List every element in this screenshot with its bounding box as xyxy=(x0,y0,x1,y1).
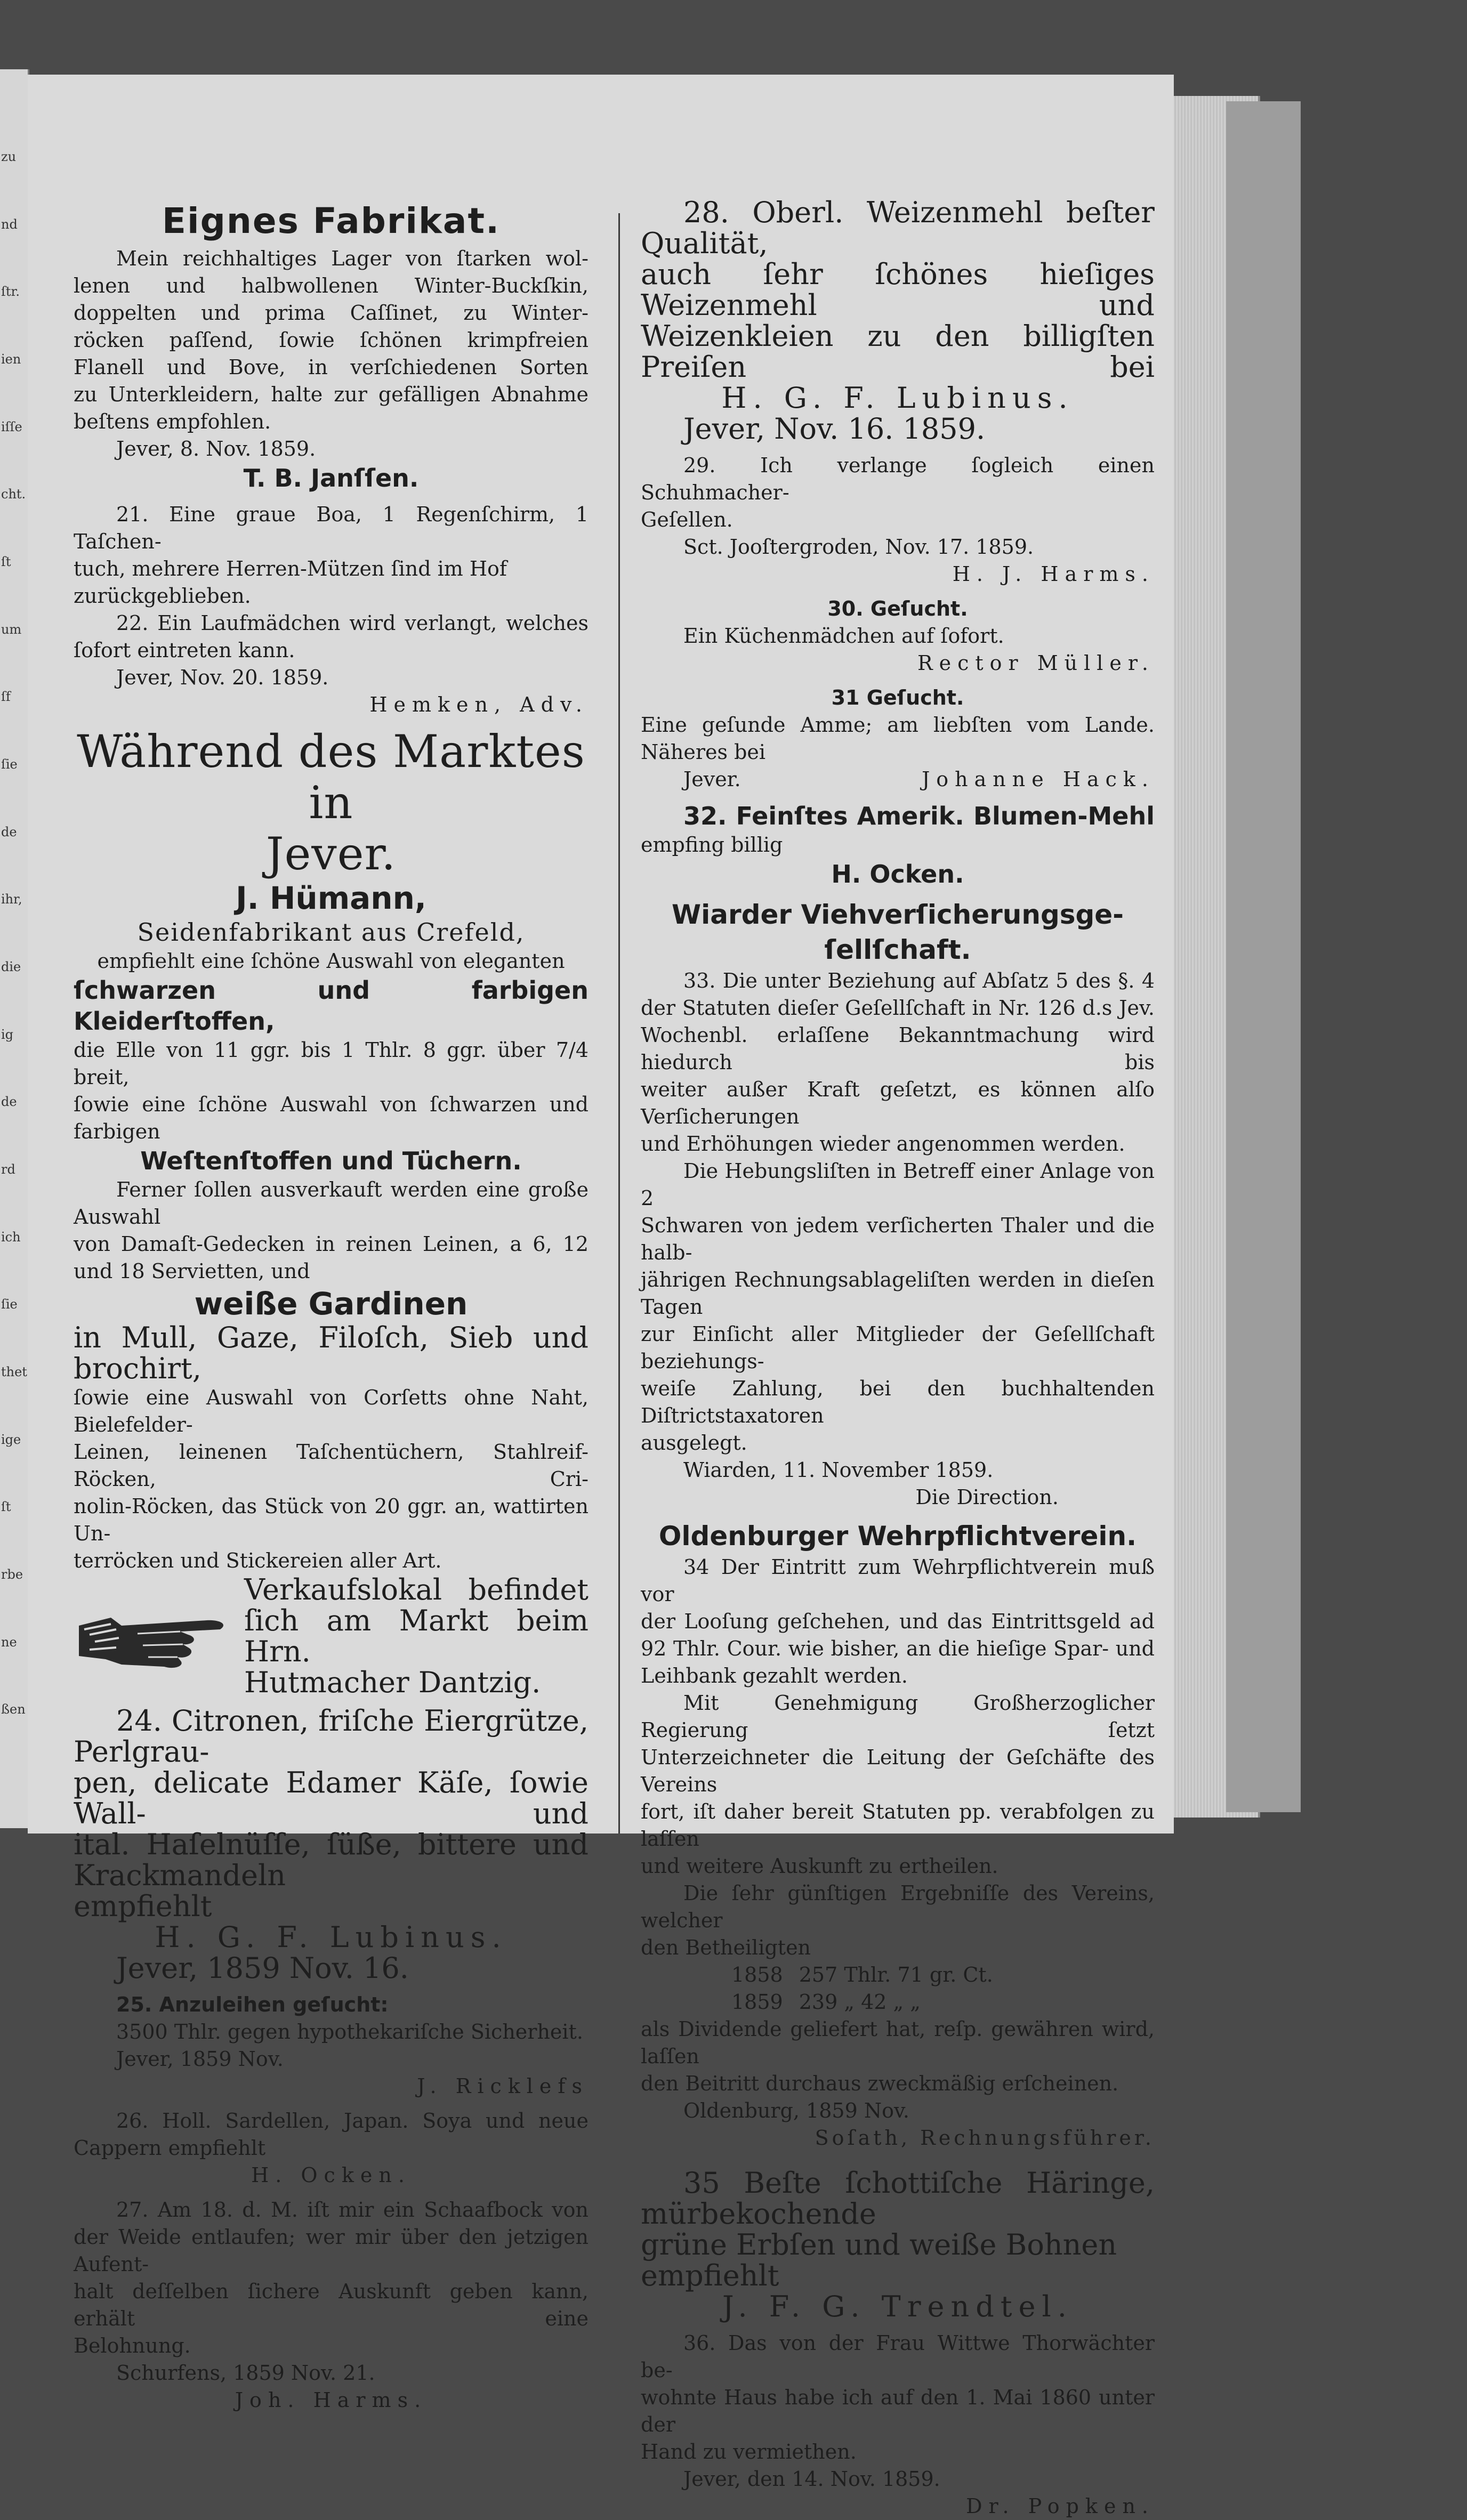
strip-fragment: ſie xyxy=(1,757,18,772)
text-line: 33. Die unter Beziehung auf Abſatz 5 des §. 4 xyxy=(683,969,1155,992)
ad-signature: H. Ocken. xyxy=(251,2163,411,2187)
text-line: terröcken und Stickereien aller Art. xyxy=(74,1549,442,1572)
ad-date: Jever, Nov. 16. 1859. xyxy=(683,412,986,446)
text-line: Die Hebungsliſten in Betreff einer Anlage von 2 xyxy=(641,1159,1155,1210)
ad-signature: H. J. Harms. xyxy=(952,562,1155,586)
table-row xyxy=(731,1989,1009,2016)
text-line: Wochenbl. erlaſſene Bekanntmachung wird hiedurch bis xyxy=(641,1023,1155,1074)
ad-signature: Die Direction. xyxy=(915,1485,1059,1509)
text-line: Verkaufslokal befindet xyxy=(244,1573,589,1606)
text-line: den Betheiligten xyxy=(641,1936,811,1959)
ad-signature: Dr. Popken. xyxy=(966,2494,1155,2518)
text-line: ſchwarzen und farbigen Kleiderſtoffen, xyxy=(74,976,589,1036)
strip-fragment: ßen xyxy=(1,1702,26,1717)
text-line: pen, delicate Edamer Käſe, ſowie Wall- und xyxy=(74,1766,589,1830)
ad-36 xyxy=(641,2330,1155,2520)
ad-title: Wiarder Viehverſicherungsge- xyxy=(672,899,1124,930)
strip-fragment: die xyxy=(1,959,21,974)
table-cell: 1859 xyxy=(731,1990,783,2014)
text-line: Geſellen. xyxy=(641,508,733,531)
firm-name: J. Hümann, xyxy=(236,880,426,916)
text-line: von Damaſt-Gedecken in reinen Leinen, a 6, 12 xyxy=(74,1232,589,1256)
text-line: und 18 Servietten, und xyxy=(74,1259,310,1283)
ad-signature: T. B. Janſſen. xyxy=(243,464,419,492)
ad-place: Jever. xyxy=(683,768,741,791)
pointing-hand-icon xyxy=(74,1596,244,1676)
text-line: Weizenkleien zu den billigſten Preiſen bei xyxy=(641,319,1155,384)
text-line: zu Unterkleidern, halte zur gefälligen Abnahme xyxy=(74,383,589,406)
ad-signature: Joh. Harms. xyxy=(235,2388,428,2412)
ad-signature: H. G. F. Lubinus. xyxy=(721,381,1074,415)
ad-title: Eignes Fabrikat. xyxy=(162,200,501,241)
ad-date: Jever, 1859 Nov. xyxy=(116,2047,284,2071)
text-line: weiße Gardinen xyxy=(194,1286,468,1322)
text-line: der Statuten dieſer Geſellſchaft in Nr. 126 d.s Jev. xyxy=(641,996,1155,1020)
text-line: der Weide entlaufen; wer mir über den jetzigen Aufent- xyxy=(74,2225,589,2276)
ad-heading: 25. Anzuleihen geſucht: xyxy=(116,1993,389,2016)
text-line: Leinen, leinenen Taſchentüchern, Stahlreif-Röcken, Cri- xyxy=(74,1440,589,1491)
newspaper-page xyxy=(28,75,1174,2518)
text-line: ſich am Markt beim Hrn. xyxy=(244,1604,589,1668)
ad-signature: H. Ocken. xyxy=(831,860,964,889)
ad-29 xyxy=(641,452,1155,588)
ad-heading: 30. Geſucht. xyxy=(827,597,968,620)
ad-date: Jever, Nov. 20. 1859. xyxy=(116,666,329,689)
text-line: jährigen Rechnungsablageliſten werden in dieſen Tagen xyxy=(641,1268,1155,1319)
text-line: Eine geſunde Amme; am liebſten vom Lande. xyxy=(641,713,1155,737)
text-line: ital. Haſelnüſſe, ſüße, bittere und Krackmandeln xyxy=(74,1828,589,1892)
ad-signature: H. G. F. Lubinus. xyxy=(155,1920,507,1954)
strip-fragment: zu xyxy=(1,149,17,164)
text-line: ſowie eine ſchöne Auswahl von ſchwarzen und farbigen xyxy=(74,1093,589,1143)
text-line: 21. Eine graue Boa, 1 Regenſchirm, 1 Taſchen- xyxy=(74,503,589,553)
column-divider xyxy=(618,213,620,1834)
text-line: beſtens empfohlen. xyxy=(74,410,271,433)
ad-signature: Johanne Hack. xyxy=(922,768,1155,791)
strip-fragment: ien xyxy=(1,352,21,367)
strip-fragment: ige xyxy=(1,1432,21,1447)
strip-fragment: de xyxy=(1,824,17,839)
text-line: empfiehlt eine ſchöne Auswahl von eleganten xyxy=(97,949,565,973)
text-line: 3500 Thlr. gegen hypothekariſche Sicherheit. xyxy=(116,2020,583,2044)
ad-title: Jever. xyxy=(265,828,397,880)
previous-page-strip xyxy=(0,69,29,1828)
strip-fragment: cht. xyxy=(1,487,26,502)
table-row xyxy=(731,1961,1009,1989)
text-line: Mein reichhaltiges Lager von ſtarken wol- xyxy=(116,247,589,270)
strip-fragment: ſie xyxy=(1,1297,18,1312)
text-line: ſofort eintreten kann. xyxy=(74,639,295,662)
text-line: halt deſſelben ſichere Auskunft geben kann, erhält eine xyxy=(74,2280,589,2330)
strip-fragment: um xyxy=(1,621,22,637)
text-line: nolin-Röcken, das Stück von 20 ggr. an, wattirten Un- xyxy=(74,1495,589,1545)
text-line: empfiehlt xyxy=(74,1889,212,1923)
ad-26 xyxy=(74,2107,589,2189)
ad-signature: J. F. G. Trendtel. xyxy=(722,2290,1073,2323)
ad-date: Wiarden, 11. November 1859. xyxy=(683,1458,994,1482)
strip-fragment: nd xyxy=(1,216,18,232)
strip-fragment: ig xyxy=(1,1027,14,1042)
ad-28 xyxy=(641,197,1155,445)
text-line: 27. Am 18. d. M. iſt mir ein Schaafbock von xyxy=(116,2198,589,2222)
text-line: empfing billig xyxy=(641,833,783,857)
text-line: 29. Ich verlange ſogleich einen Schuhmacher- xyxy=(641,454,1155,504)
right-column xyxy=(641,197,1155,2520)
ad-title: ſellſchaft. xyxy=(824,934,971,965)
text-line: Mit Genehmigung Großherzoglicher Regierung ſetzt xyxy=(641,1691,1155,1742)
strip-fragment: ihr, xyxy=(1,892,22,907)
text-line: und weitere Auskunft zu ertheilen. xyxy=(641,1854,998,1878)
strip-fragment: de xyxy=(1,1094,17,1110)
text-line: Hutmacher Dantzig. xyxy=(244,1666,541,1699)
strip-fragment: ich xyxy=(1,1229,21,1245)
text-line: Belohnung. xyxy=(74,2334,191,2357)
text-line: als Dividende geliefert hat, reſp. gewähren wird, laſſen xyxy=(641,2017,1155,2068)
text-line: der Looſung geſchehen, und das Eintrittsgeld ad xyxy=(641,1610,1155,1633)
strip-fragment: ſtr. xyxy=(1,284,20,300)
ad-date: Schurfens, 1859 Nov. 21. xyxy=(116,2361,375,2385)
ad-wehrpflicht xyxy=(641,1519,1155,2152)
ad-30 xyxy=(641,595,1155,677)
ad-27 xyxy=(74,2196,589,2414)
text-line: die Elle von 11 ggr. bis 1 Thlr. 8 ggr. über 7/4 breit, xyxy=(74,1038,589,1089)
text-line: den Beitritt durchaus zweckmäßig erſcheinen. xyxy=(641,2072,1119,2095)
text-line: Schwaren von jedem verſicherten Thaler und die halb- xyxy=(641,1214,1155,1264)
table-cell: 257 Thlr. 71 gr. Ct. xyxy=(799,1963,993,1986)
ad-32 xyxy=(641,801,1155,890)
text-line: zur Einſicht aller Mitglieder der Geſellſchaft beziehungs- xyxy=(641,1322,1155,1373)
text-line: Hand zu vermiethen. xyxy=(641,2440,857,2464)
text-line: Weſtenſtoffen und Tüchern. xyxy=(140,1146,522,1175)
text-line: und Erhöhungen wieder angenommen werden. xyxy=(641,1132,1125,1156)
text-line: doppelten und prima Caſſinet, zu Winter- xyxy=(74,301,589,325)
text-line: 34 Der Eintritt zum Wehrpflichtverein muß vor xyxy=(641,1555,1155,1606)
ad-signature: J. Ricklefs xyxy=(417,2074,589,2098)
text-line: röcken paſſend, ſowie ſchönen krimpfreien xyxy=(74,328,589,352)
text-line: Näheres bei xyxy=(641,740,766,764)
text-line: Cappern empfiehlt xyxy=(74,2136,266,2160)
sales-location-block xyxy=(74,1574,589,1698)
strip-fragment: ſt xyxy=(1,1499,11,1515)
text-line: Ein Küchenmädchen auf ſofort. xyxy=(683,624,1004,648)
strip-fragment: ſt xyxy=(1,554,11,569)
strip-fragment: ne xyxy=(1,1634,17,1650)
left-column xyxy=(74,197,589,2414)
ad-huemann xyxy=(74,726,589,1698)
dividend-table xyxy=(731,1961,1009,2016)
ad-wiarder xyxy=(641,897,1155,1511)
text-line: 36. Das von der Frau Wittwe Thorwächter be- xyxy=(641,2331,1155,2382)
ad-21 xyxy=(74,501,589,610)
ad-35 xyxy=(641,2168,1155,2322)
table-cell: 1858 xyxy=(731,1963,783,1986)
strip-fragment: rd xyxy=(1,1162,15,1177)
ad-title: Während des Marktes in xyxy=(77,725,585,829)
text-line: 35 Beſte ſchottiſche Häringe, mürbekochende xyxy=(641,2166,1155,2231)
text-line: 28. Oberl. Weizenmehl beſter Qualität, xyxy=(641,196,1155,260)
ad-31 xyxy=(641,684,1155,793)
ad-signature: Rector Müller. xyxy=(917,651,1155,675)
text-line: auch ſehr ſchönes hieſiges Weizenmehl und xyxy=(641,257,1155,322)
text-line: Unterzeichneter die Leitung der Geſchäfte des Vereins xyxy=(641,1746,1155,1796)
text-line: tuch, mehrere Herren-Mützen ſind im Hof zurückgeblieben. xyxy=(74,557,507,608)
ad-eignes-fabrikat xyxy=(74,197,589,494)
strip-fragment: thet xyxy=(1,1364,27,1379)
text-line: weiter außer Kraft geſetzt, es können alſo Verſicherungen xyxy=(641,1078,1155,1128)
ad-heading: 31 Geſucht. xyxy=(831,686,964,709)
text-line: lenen und halbwollenen Winter-Buckſkin, xyxy=(74,274,589,297)
ad-25 xyxy=(74,1991,589,2100)
ad-24 xyxy=(74,1706,589,1984)
text-line: wohnte Haus habe ich auf den 1. Mai 1860 unter der xyxy=(641,2386,1155,2436)
text-line: ſowie eine Auswahl von Corſetts ohne Naht, Bielefelder- xyxy=(74,1386,589,1436)
book-cover xyxy=(1226,101,1301,1812)
sales-location-text xyxy=(244,1574,589,1698)
text-line: Ferner ſollen ausverkauft werden eine große Auswahl xyxy=(74,1178,589,1229)
strip-fragment: ſf xyxy=(1,689,11,705)
text-line: 24. Citronen, friſche Eiergrütze, Perlgrau- xyxy=(74,1704,589,1768)
table-cell: 239 „ 42 „ „ xyxy=(799,1990,921,2014)
ad-signature: Soſath, Rechnungsführer. xyxy=(815,2126,1155,2150)
text-line: ausgelegt. xyxy=(641,1431,747,1455)
text-line: Flanell und Bove, in verſchiedenen Sorten xyxy=(74,356,589,379)
ad-22 xyxy=(74,610,589,718)
text-line: Leihbank gezahlt werden. xyxy=(641,1664,908,1687)
text-line: weiſe Zahlung, bei den buchhaltenden Diſtrictstaxatoren xyxy=(641,1377,1155,1427)
text-line: Die ſehr günſtigen Ergebniſſe des Vereins, welcher xyxy=(641,1881,1155,1932)
strip-fragment: rbe xyxy=(1,1567,23,1582)
firm-subtitle: Seidenfabrikant aus Crefeld, xyxy=(137,918,525,947)
ad-signature: Hemken, Adv. xyxy=(369,693,589,716)
text-line: 92 Thlr. Cour. wie bisher, an die hieſige Spar- und xyxy=(641,1637,1155,1660)
ad-date: Jever, 1859 Nov. 16. xyxy=(116,1951,409,1985)
text-line: 26. Holl. Sardellen, Japan. Soya und neue xyxy=(116,2109,589,2133)
ad-title: Oldenburger Wehrpflichtverein. xyxy=(658,1521,1137,1552)
ad-date: Jever, 8. Nov. 1859. xyxy=(116,437,316,461)
ad-date: Jever, den 14. Nov. 1859. xyxy=(683,2467,940,2491)
strip-fragment: iſſe xyxy=(1,419,22,434)
text-line: fort, iſt daher bereit Statuten pp. verabfolgen zu laſſen xyxy=(641,1800,1155,1851)
text-line: grüne Erbſen und weiße Bohnen empfiehlt xyxy=(641,2228,1117,2292)
text-line: in Mull, Gaze, Filoſch, Sieb und brochirt, xyxy=(74,1321,589,1385)
text-line: 22. Ein Laufmädchen wird verlangt, welches xyxy=(116,611,589,635)
ad-date: Sct. Jooſtergroden, Nov. 17. 1859. xyxy=(683,535,1034,559)
text-line: 32. Feinſtes Amerik. Blumen-Mehl xyxy=(683,802,1155,830)
ad-date: Oldenburg, 1859 Nov. xyxy=(683,2099,909,2122)
